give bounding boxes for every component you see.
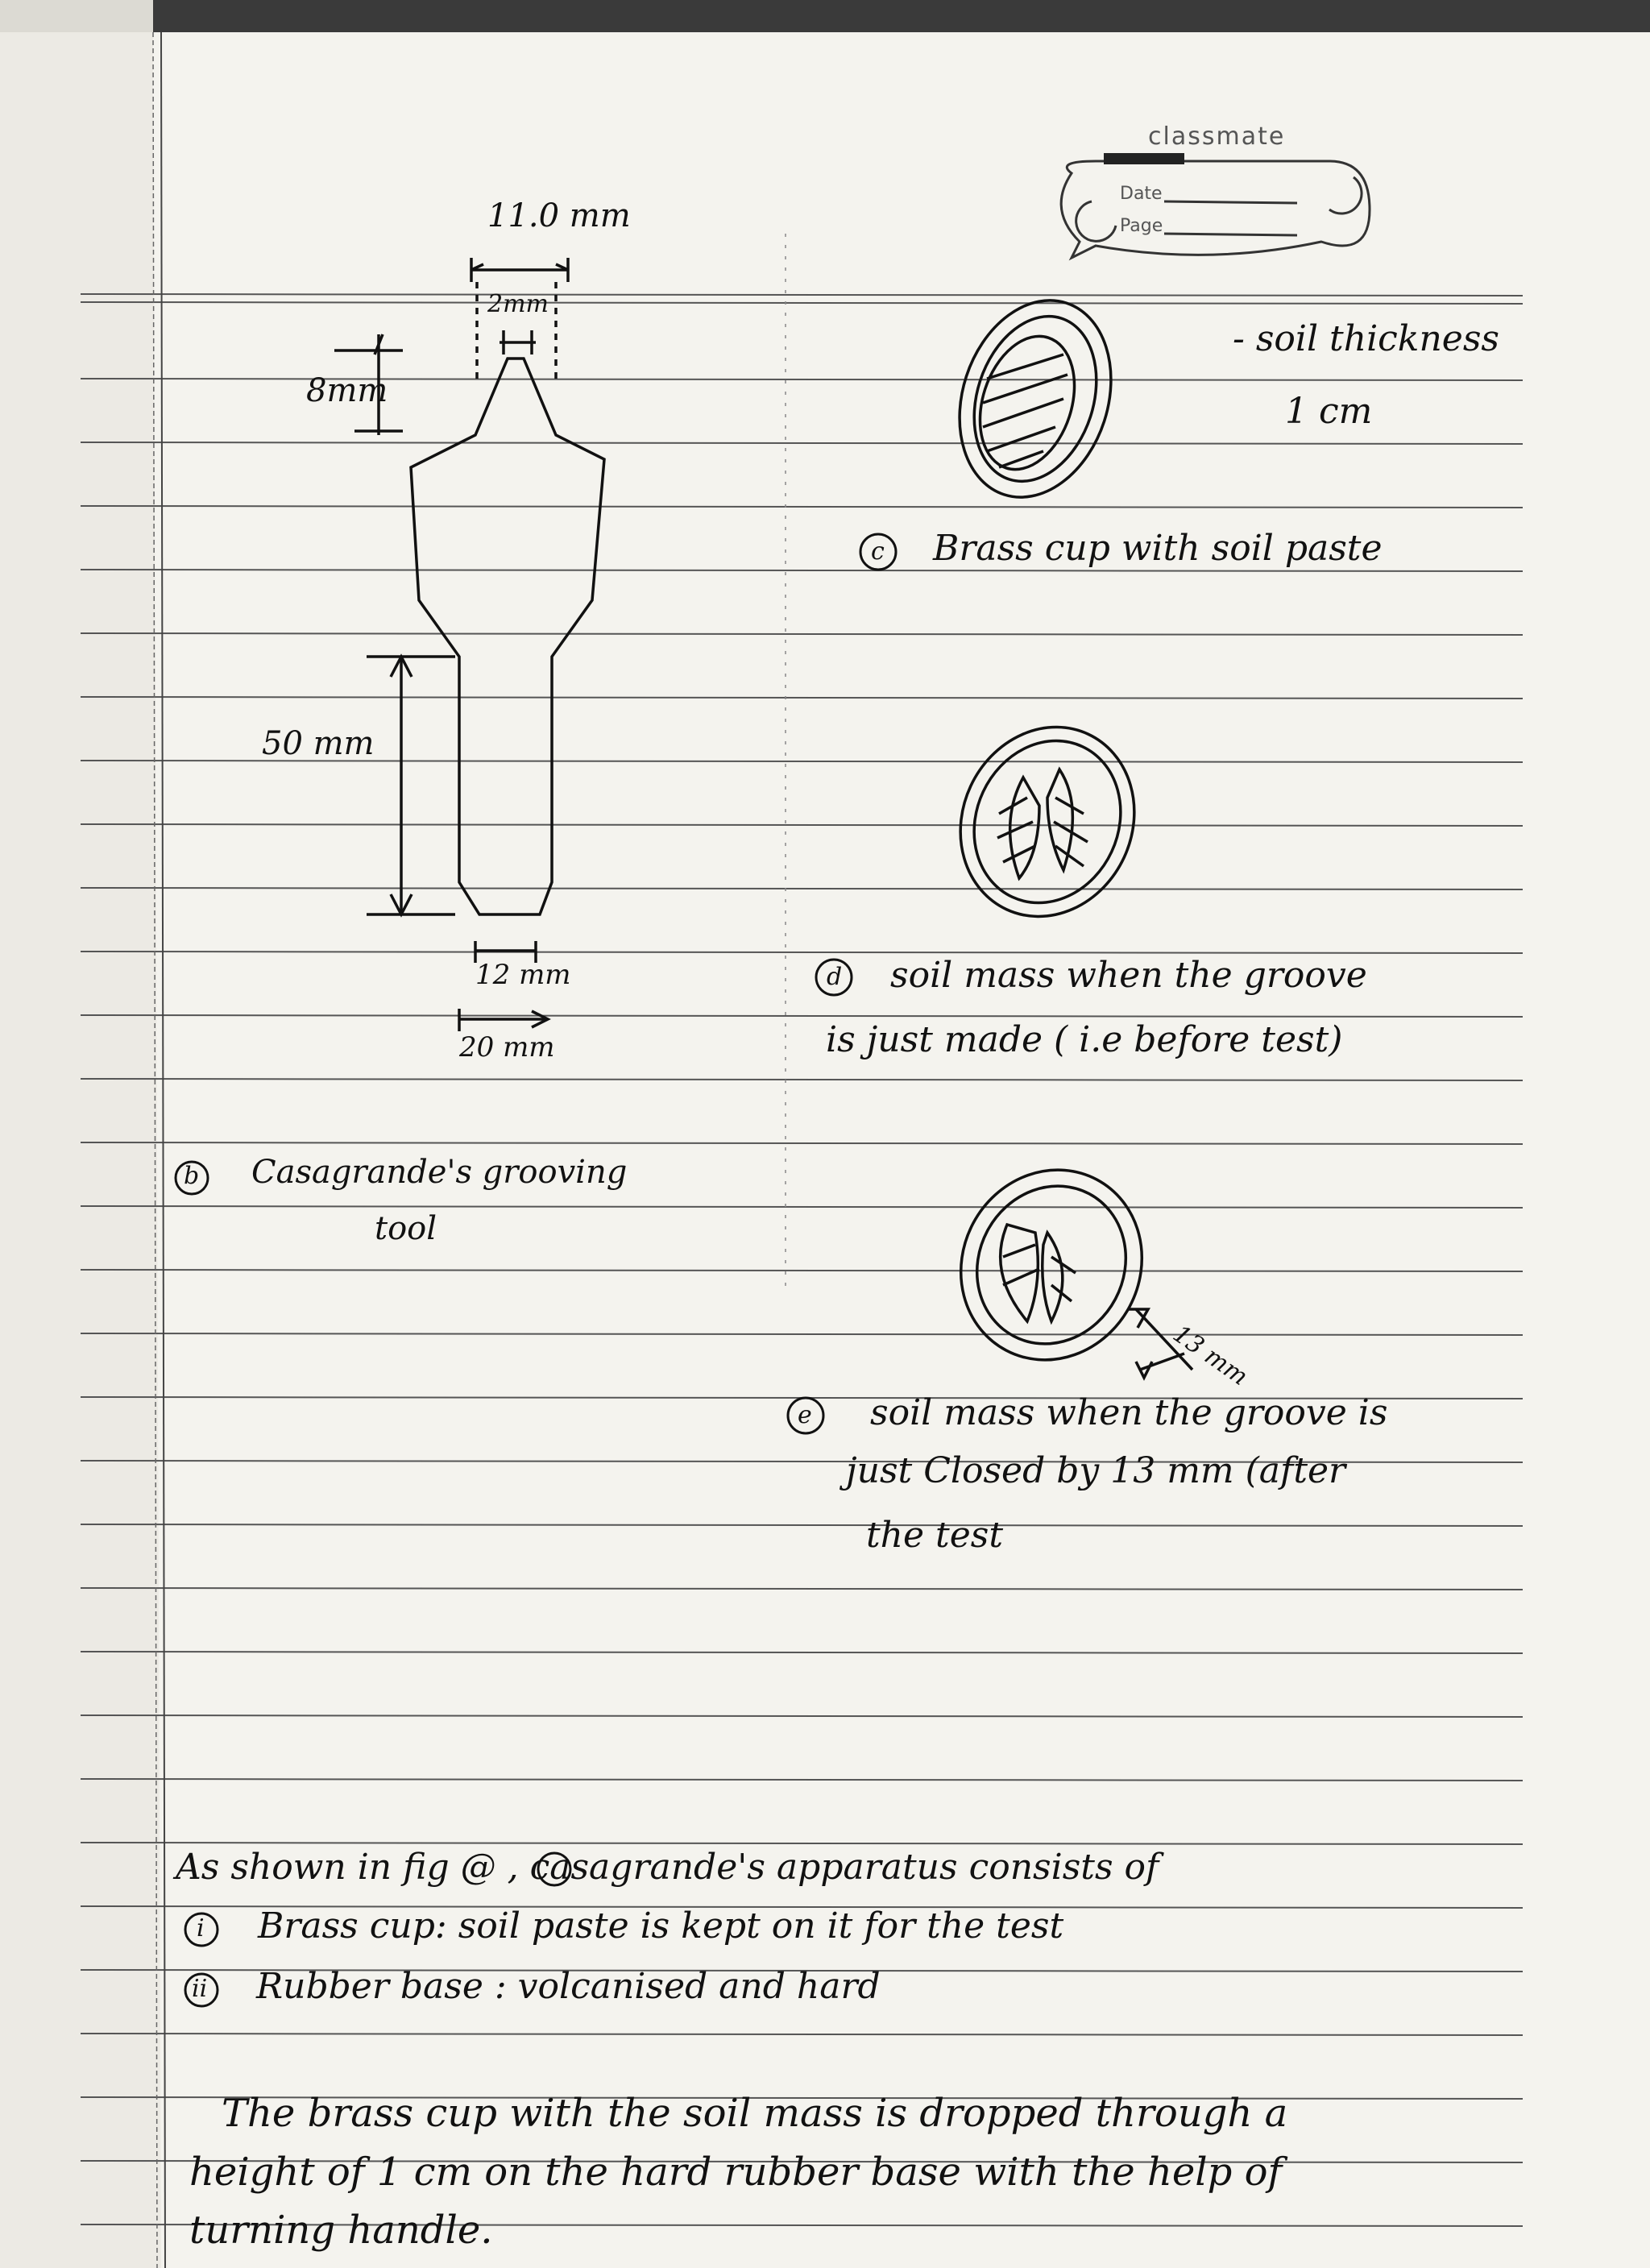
ruled-line [81, 824, 1523, 826]
notes-para-line2: height of 1 cm on the hard rubber base with the help of [189, 2150, 1283, 2195]
ruled-line [81, 1206, 1523, 1208]
ruled-line [81, 1588, 1523, 1590]
notes-item1: Brass cup: soil paste is kept on it for the test [258, 1905, 1064, 1947]
ruled-line [81, 1142, 1523, 1144]
ruled-line [81, 633, 1523, 635]
ruled-line [81, 1333, 1523, 1335]
cup-e-caption-line2: just Closed by 13 mm (after [846, 1450, 1346, 1491]
ruled-line [81, 1270, 1523, 1271]
tool-caption-line2: tool [375, 1210, 437, 1247]
ruled-line [81, 2034, 1523, 2035]
cup-e-marker: e [798, 1401, 812, 1429]
ruled-line [81, 570, 1523, 571]
cup-d-marker: d [827, 963, 843, 991]
dim-bottom-large: 20 mm [459, 1031, 555, 1064]
ruled-line [81, 294, 1523, 296]
cup-d-caption-line2: is just made ( i.e before test) [826, 1019, 1343, 1060]
cup-c-drawing [935, 280, 1135, 516]
cup-d-drawing [930, 699, 1165, 945]
ruled-line [81, 952, 1523, 953]
ruled-line [81, 888, 1523, 889]
ruled-line [81, 506, 1523, 508]
ruled-line [81, 1079, 1523, 1080]
ruled-line [81, 302, 1523, 304]
notes-para-line3: turning handle. [189, 2208, 493, 2253]
dim-top-width: 11.0 mm [487, 197, 631, 234]
cup-d-caption-line1: soil mass when the groove [890, 955, 1367, 996]
date-label: Date [1120, 184, 1163, 204]
cup-e-gap-dim: 13 mm [1167, 1320, 1254, 1391]
page-fold [0, 32, 161, 2268]
dim-tip-width: 2mm [487, 290, 549, 318]
brand-logo [1061, 161, 1370, 258]
ruled-line [81, 1779, 1523, 1781]
cup-e-caption-line3: the test [866, 1515, 1004, 1556]
barcode-mark [1104, 153, 1184, 164]
margin-line [161, 32, 165, 2268]
ruled-line [81, 1524, 1523, 1526]
tool-caption-marker: b [184, 1162, 200, 1190]
ruled-line [81, 1652, 1523, 1653]
item1-marker: i [197, 1914, 205, 1943]
cup-e-caption-line1: soil mass when the groove is [870, 1392, 1388, 1433]
ruled-line [81, 1715, 1523, 1717]
dim-shank-length: 50 mm [262, 725, 375, 762]
cup-c-marker: c [871, 537, 885, 566]
soil-thickness-value: 1 cm [1285, 391, 1373, 432]
dim-bottom-small: 12 mm [475, 959, 571, 991]
item2-marker: ii [192, 1975, 208, 2003]
cup-e-drawing [928, 1138, 1192, 1391]
notes-para-line1: The brass cup with the soil mass is dropped through a [222, 2091, 1288, 2136]
ruled-line [81, 442, 1523, 444]
notes-item2: Rubber base : volcanised and hard [256, 1966, 881, 2007]
ruled-line [81, 697, 1523, 699]
ruled-line [81, 1843, 1523, 1844]
dim-tip-height: 8mm [306, 372, 388, 409]
ruled-line [81, 1015, 1523, 1017]
page-label: Page [1120, 216, 1163, 236]
page-top-edge [0, 0, 1650, 32]
ruled-line [81, 379, 1523, 380]
tool-caption-line1: Casagrande's grooving [251, 1154, 628, 1191]
brand-name: classmate [1148, 122, 1286, 151]
cup-c-caption: Brass cup with soil paste [933, 528, 1383, 569]
notes-line1: As shown in fig @ , casagrande's apparatus consists of [176, 1847, 1159, 1888]
soil-thickness-note: - soil thickness [1233, 318, 1499, 359]
